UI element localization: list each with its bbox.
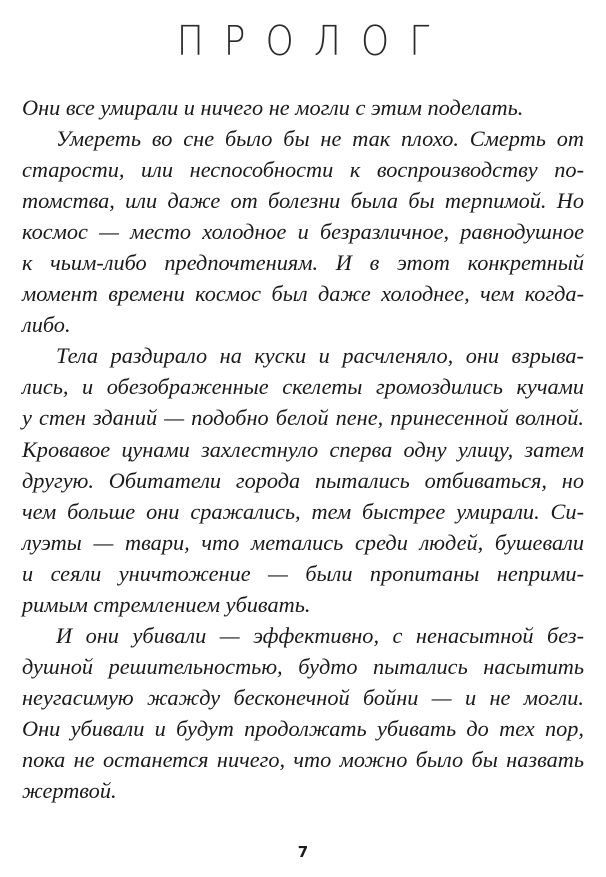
text-line: луэты — твари, что метались среди людей, бушевали [22, 529, 584, 555]
text-line: момент времени космос был даже холоднее, чем когда- [22, 281, 584, 307]
text-line: Они все умирали и ничего не могли с этим поделать. [22, 95, 524, 120]
text-line: и сеяли уничтожение — были пропитаны неприми- [22, 560, 584, 586]
text-line: Они убивали и будут продолжать убивать до тех пор, [22, 715, 584, 741]
text-line: старости, или неспособности к воспроизводству по- [22, 157, 584, 183]
text-line: у стен зданий — подобно белой пене, принесенной волной. [22, 405, 584, 431]
page-number: 7 [297, 843, 309, 861]
text-line: космос — место холодное и безразличное, равнодушное [22, 219, 584, 245]
text-line: римым стремлением убивать. [22, 591, 311, 617]
text-line: Умереть во сне было бы не так плохо. Смерть от [56, 126, 584, 152]
text-line: другую. Обитатели города пытались отбиваться, но [22, 467, 584, 493]
text-line: Кровавое цунами захлестнуло сперва одну улицу, затем [22, 436, 584, 462]
paragraph [22, 92, 584, 123]
text-line: томства, или даже от болезни была бы терпимой. Но [22, 188, 584, 214]
text-line: к чьим-либо предпочтениям. И в этот конкретный [22, 250, 584, 276]
paragraph [22, 340, 584, 619]
text-line: Тела раздирало на куски и расчленяло, они взрыва- [56, 343, 584, 369]
paragraph [22, 620, 584, 806]
body-text [22, 92, 584, 806]
text-line: душной решительностью, будто пытались насытить [22, 653, 584, 679]
chapter-title: ПРОЛОГ [176, 18, 450, 66]
text-line: пока не останется ничего, что можно было бы назвать [22, 746, 584, 772]
text-line: лись, и обезображенные скелеты громоздились кучами [22, 374, 584, 400]
text-line: либо. [22, 312, 71, 338]
text-line: И они убивали — эффективно, с ненасытной без- [56, 622, 584, 648]
text-line: жертвой. [22, 778, 117, 804]
text-line: неугасимую жажду бесконечной бойни — и не могли. [22, 684, 584, 710]
paragraph [22, 123, 584, 340]
text-line: чем больше они сражались, тем быстрее умирали. Си- [22, 498, 584, 524]
